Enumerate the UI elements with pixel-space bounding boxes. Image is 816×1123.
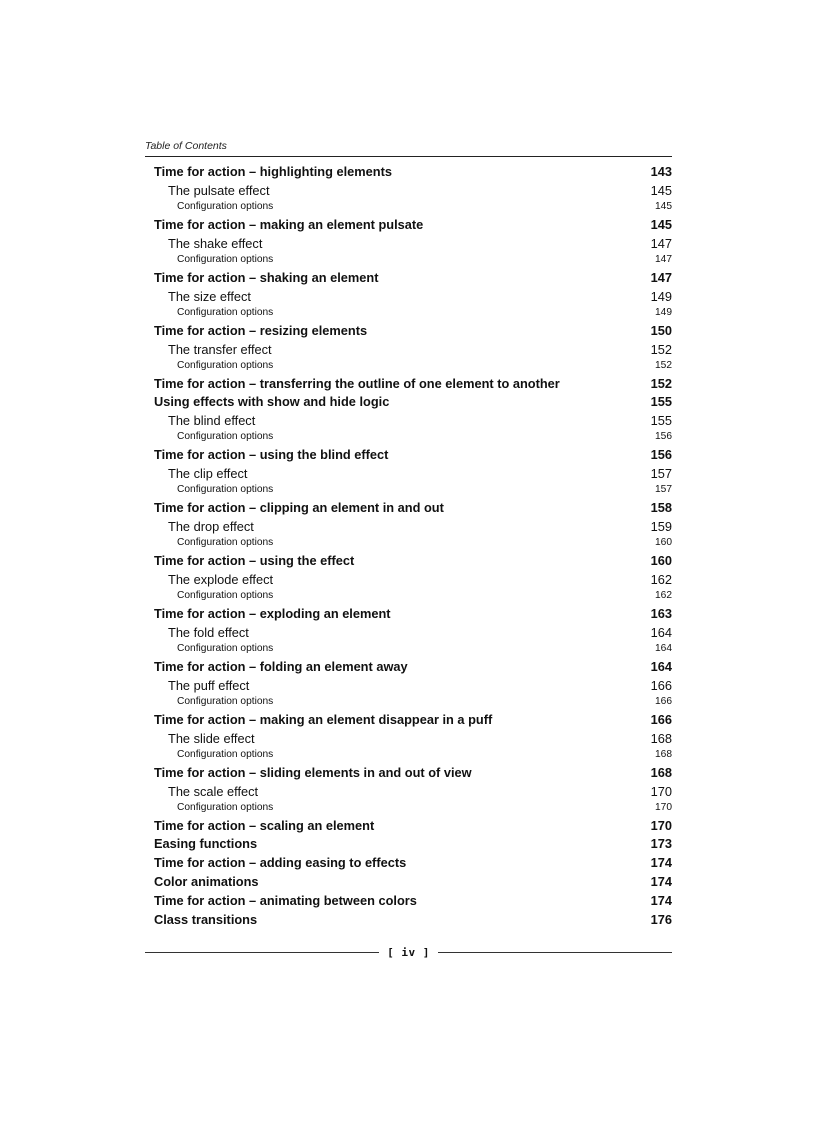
table-of-contents — [154, 163, 672, 930]
toc-entry-page: 159 — [650, 519, 672, 535]
toc-entry-page: 162 — [650, 572, 672, 588]
toc-entry-page: 174 — [650, 855, 672, 871]
toc-entry-level-3[interactable] — [154, 589, 672, 605]
toc-entry-title: Time for action – exploding an element — [154, 606, 391, 622]
toc-entry-level-1[interactable] — [154, 711, 672, 730]
toc-entry-page: 166 — [655, 695, 672, 707]
toc-entry-page: 174 — [650, 893, 672, 909]
toc-entry-title: Configuration options — [177, 695, 274, 707]
toc-entry-page: 173 — [650, 836, 672, 852]
toc-entry-page: 149 — [650, 288, 672, 304]
toc-entry-level-3[interactable] — [154, 253, 672, 269]
toc-entry-title: The transfer effect — [168, 341, 272, 357]
toc-entry-level-2[interactable] — [154, 624, 672, 642]
toc-entry-title: Time for action – scaling an element — [154, 817, 375, 833]
toc-entry-page: 164 — [655, 642, 672, 654]
toc-entry-title: Time for action – highlighting elements — [154, 164, 392, 179]
toc-entry-level-2[interactable] — [154, 783, 672, 801]
toc-entry-page: 170 — [650, 817, 672, 833]
toc-entry-title: The pulsate effect — [168, 182, 270, 198]
toc-entry-level-1[interactable] — [154, 873, 672, 892]
toc-entry-level-2[interactable] — [154, 518, 672, 536]
toc-entry-level-3[interactable] — [154, 536, 672, 552]
toc-entry-level-1[interactable] — [154, 375, 672, 394]
page-header — [145, 136, 672, 157]
toc-entry-level-1[interactable] — [154, 605, 672, 624]
toc-entry-title: The shake effect — [168, 235, 263, 251]
toc-entry-page: 166 — [650, 711, 672, 727]
toc-entry-page: 157 — [655, 484, 672, 496]
toc-entry-level-1[interactable] — [154, 764, 672, 783]
toc-entry-title: Configuration options — [177, 590, 274, 602]
toc-entry-title: The slide effect — [168, 730, 255, 746]
toc-entry-level-2[interactable] — [154, 412, 672, 430]
toc-entry-level-2[interactable] — [154, 730, 672, 748]
toc-entry-level-2[interactable] — [154, 288, 672, 306]
toc-entry-page: 152 — [650, 375, 672, 391]
toc-entry-level-3[interactable] — [154, 483, 672, 499]
toc-entry-title: The clip effect — [168, 466, 248, 482]
toc-entry-page: 168 — [655, 748, 672, 760]
toc-entry-title: Configuration options — [177, 642, 274, 654]
toc-entry-level-1[interactable] — [154, 835, 672, 854]
toc-entry-page: 176 — [650, 912, 672, 928]
toc-entry-title: Time for action – making an element pulsate — [154, 216, 424, 232]
toc-entry-page: 170 — [650, 783, 672, 799]
toc-entry-level-1[interactable] — [154, 446, 672, 465]
toc-entry-page: 158 — [650, 500, 672, 516]
toc-entry-title: Configuration options — [177, 253, 274, 265]
toc-entry-page: 147 — [655, 253, 672, 265]
toc-entry-page: 150 — [650, 322, 672, 338]
toc-entry-level-1[interactable] — [154, 216, 672, 235]
toc-entry-page: 164 — [650, 658, 672, 674]
toc-entry-level-2[interactable] — [154, 571, 672, 589]
toc-entry-page: 160 — [655, 537, 672, 549]
toc-entry-title: Configuration options — [177, 359, 274, 371]
toc-entry-page: 168 — [650, 764, 672, 780]
toc-entry-title: Time for action – making an element disappear in a puff — [154, 711, 493, 727]
toc-entry-page: 147 — [650, 269, 672, 285]
toc-entry-level-3[interactable] — [154, 200, 672, 216]
toc-entry-title: Configuration options — [177, 801, 274, 813]
toc-entry-level-1[interactable] — [154, 854, 672, 873]
toc-entry-level-1[interactable] — [154, 163, 672, 182]
toc-entry-level-1[interactable] — [154, 658, 672, 677]
toc-entry-page: 168 — [650, 730, 672, 746]
toc-entry-level-1[interactable] — [154, 892, 672, 911]
toc-entry-level-1[interactable] — [154, 499, 672, 518]
toc-entry-level-1[interactable] — [154, 552, 672, 571]
toc-entry-level-3[interactable] — [154, 695, 672, 711]
toc-entry-title: The puff effect — [168, 677, 250, 693]
toc-entry-title: The explode effect — [168, 572, 274, 588]
toc-entry-level-2[interactable] — [154, 235, 672, 253]
toc-entry-level-2[interactable] — [154, 182, 672, 200]
toc-entry-level-3[interactable] — [154, 642, 672, 658]
toc-entry-title: Configuration options — [177, 306, 274, 318]
toc-entry-page: 147 — [650, 235, 672, 251]
toc-entry-page: 149 — [655, 306, 672, 318]
toc-entry-title: Time for action – clipping an element in and out — [154, 500, 444, 516]
toc-entry-page: 145 — [655, 200, 672, 212]
toc-entry-page: 166 — [650, 677, 672, 693]
toc-entry-title: Configuration options — [177, 431, 274, 443]
toc-entry-level-3[interactable] — [154, 306, 672, 322]
toc-entry-level-2[interactable] — [154, 465, 672, 483]
toc-entry-title: The scale effect — [168, 783, 259, 799]
toc-entry-title: Time for action – adding easing to effects — [154, 855, 407, 871]
toc-entry-level-1[interactable] — [154, 393, 672, 412]
toc-entry-title: Configuration options — [177, 748, 274, 760]
footer-rule-right — [438, 952, 672, 953]
toc-entry-page: 143 — [650, 164, 672, 179]
toc-entry-level-1[interactable] — [154, 322, 672, 341]
toc-entry-title: Using effects with show and hide logic — [154, 394, 390, 410]
toc-entry-title: Time for action – using the effect — [154, 553, 355, 569]
toc-entry-page: 145 — [650, 182, 672, 198]
toc-entry-title: Class transitions — [154, 912, 258, 928]
toc-entry-page: 145 — [650, 216, 672, 232]
toc-entry-page: 152 — [650, 341, 672, 357]
toc-entry-title: Color animations — [154, 874, 259, 890]
toc-entry-title: Time for action – animating between colors — [154, 893, 417, 909]
toc-entry-title: Time for action – transferring the outline of one element to another — [154, 375, 560, 391]
toc-entry-title: Time for action – using the blind effect — [154, 447, 389, 463]
toc-entry-title: Time for action – folding an element away — [154, 658, 408, 674]
toc-entry-title: The drop effect — [168, 519, 254, 535]
toc-entry-title: Time for action – shaking an element — [154, 269, 379, 285]
running-header-title: Table of Contents — [145, 140, 227, 152]
toc-entry-level-3[interactable] — [154, 748, 672, 764]
toc-entry-level-2[interactable] — [154, 341, 672, 359]
toc-entry-page: 174 — [650, 874, 672, 890]
toc-entry-title: The blind effect — [168, 413, 256, 429]
toc-entry-page: 162 — [655, 590, 672, 602]
toc-entry-title: The fold effect — [168, 624, 249, 640]
toc-entry-title: Time for action – resizing elements — [154, 322, 368, 338]
toc-entry-title: Configuration options — [177, 537, 274, 549]
toc-entry-level-3[interactable] — [154, 359, 672, 375]
toc-entry-level-1[interactable] — [154, 817, 672, 836]
page-number: [ iv ] — [387, 945, 430, 959]
toc-entry-level-3[interactable] — [154, 801, 672, 817]
toc-entry-level-2[interactable] — [154, 677, 672, 695]
toc-entry-title: Configuration options — [177, 484, 274, 496]
toc-entry-page: 163 — [650, 606, 672, 622]
toc-entry-page: 156 — [650, 447, 672, 463]
toc-entry-title: The size effect — [168, 288, 251, 304]
toc-entry-title: Time for action – sliding elements in and out of view — [154, 764, 472, 780]
footer-rule-left — [145, 952, 379, 953]
toc-entry-title: Configuration options — [177, 200, 274, 212]
toc-entry-page: 164 — [650, 624, 672, 640]
toc-entry-page: 155 — [650, 413, 672, 429]
page-footer — [145, 944, 672, 960]
toc-entry-level-1[interactable] — [154, 269, 672, 288]
toc-entry-level-1[interactable] — [154, 911, 672, 930]
toc-entry-page: 170 — [655, 801, 672, 813]
toc-entry-page: 155 — [650, 394, 672, 410]
toc-entry-level-3[interactable] — [154, 430, 672, 446]
toc-entry-title: Easing functions — [154, 836, 258, 852]
toc-entry-page: 160 — [650, 553, 672, 569]
toc-entry-page: 152 — [655, 359, 672, 371]
toc-entry-page: 157 — [650, 466, 672, 482]
toc-entry-page: 156 — [655, 431, 672, 443]
